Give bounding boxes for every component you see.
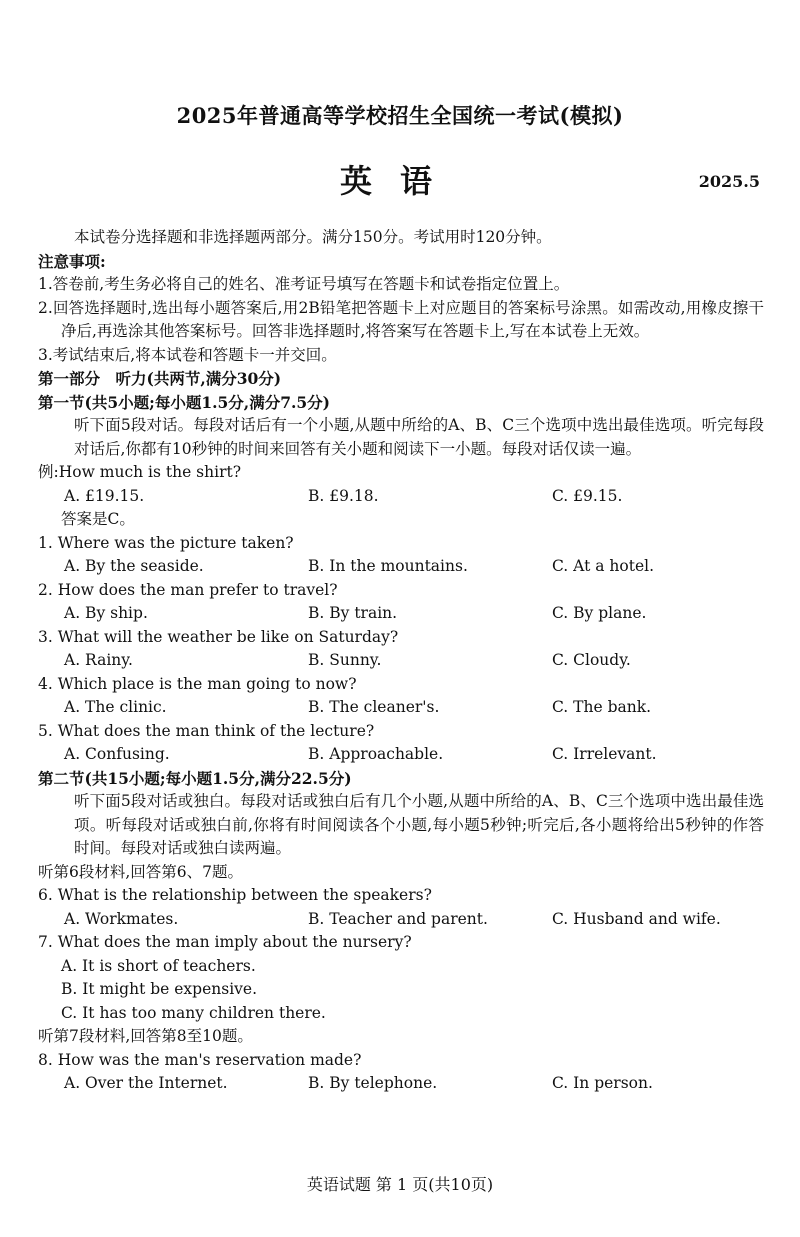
material-7-label: 听第7段材料,回答第8至10题。 <box>38 1027 253 1045</box>
question-4-options <box>38 696 764 720</box>
option-a: A. Over the Internet. <box>64 1074 228 1092</box>
question-8-options <box>38 1072 764 1096</box>
exam-date: 2025.5 <box>698 172 760 191</box>
question-2-options <box>38 602 764 626</box>
page-footer: 英语试题 第 1 页(共10页) <box>306 1175 494 1194</box>
notice-item: 1.答卷前,考生务必将自己的姓名、准考证号填写在答题卡和试卷指定位置上。 <box>38 275 570 293</box>
question-6-options <box>38 908 764 932</box>
option-b: B. In the mountains. <box>308 557 468 575</box>
option-b: B. The cleaner's. <box>308 698 440 716</box>
option-c: C. Irrelevant. <box>552 745 657 763</box>
section1-instructions: 听下面5段对话。每段对话后有一个小题,从题中所给的A、B、C三个选项中选出最佳选项。听完每段对话后,你都有10秒钟的时间来回答有关小题和阅读下一小题。每段对话仅读一遍。 <box>74 416 764 458</box>
exam-content <box>38 226 764 1096</box>
notice-heading: 注意事项: <box>38 251 106 271</box>
option-c: C. It has too many children there. <box>61 1003 326 1022</box>
option-b: B. Sunny. <box>308 651 382 669</box>
section2-instructions: 听下面5段对话或独白。每段对话或独白后有几个小题,从题中所给的A、B、C三个选项中选出最佳选项。听每段对话或独白前,你将有时间阅读各个小题,每小题5秒钟;听完后,各小题将给出5秒钟的作答时间。每段对话或独白读两遍。 <box>74 792 764 857</box>
question-7: 7. What does the man imply about the nursery? <box>38 933 412 951</box>
option-c: C. By plane. <box>552 604 647 622</box>
question-3-options <box>38 649 764 673</box>
option-b: B. By train. <box>308 604 398 622</box>
question-2: 2. How does the man prefer to travel? <box>38 580 338 599</box>
option-b: B. £9.18. <box>308 486 379 505</box>
question-5-options <box>38 743 764 767</box>
option-c: C. Husband and wife. <box>552 909 721 928</box>
example-options <box>38 485 764 509</box>
option-c: C. In person. <box>552 1074 653 1092</box>
option-a: A. Rainy. <box>64 651 133 669</box>
part1-heading: 第一部分 听力(共两节,满分30分) <box>38 369 282 388</box>
question-1: 1. Where was the picture taken? <box>38 533 294 552</box>
option-b: B. It might be expensive. <box>61 980 258 998</box>
notice-item: 2.回答选择题时,选出每小题答案后,用2B铅笔把答题卡上对应题目的答案标号涂黑。如需改动,用橡皮擦干净后,再选涂其他答案标号。回答非选择题时,将答案写在答题卡上,写在本试卷上无效。 <box>38 298 764 340</box>
option-b: B. By telephone. <box>308 1074 438 1092</box>
option-a: A. By ship. <box>64 604 148 622</box>
example-answer: 答案是C。 <box>61 510 135 528</box>
question-8: 8. How was the man's reservation made? <box>38 1050 362 1069</box>
question-5: 5. What does the man think of the lecture? <box>38 721 375 740</box>
question-1-options <box>38 555 764 579</box>
option-c: C. Cloudy. <box>552 651 631 669</box>
option-c: C. £9.15. <box>552 486 623 505</box>
subject-title: 英语 <box>339 162 460 200</box>
question-6: 6. What is the relationship between the speakers? <box>38 886 432 904</box>
question-3: 3. What will the weather be like on Saturday? <box>38 627 399 646</box>
intro-text: 本试卷分选择题和非选择题两部分。满分150分。考试用时120分钟。 <box>74 228 552 246</box>
option-a: A. Confusing. <box>64 745 170 763</box>
option-a: A. The clinic. <box>64 698 167 716</box>
example-question: 例:How much is the shirt? <box>38 463 242 481</box>
option-c: C. The bank. <box>552 698 652 716</box>
exam-title: 2025年普通高等学校招生全国统一考试(模拟) <box>176 103 624 128</box>
option-a: A. By the seaside. <box>64 557 204 575</box>
section2-heading: 第二节(共15小题;每小题1.5分,满分22.5分) <box>38 768 352 788</box>
option-a: A. It is short of teachers. <box>61 956 256 975</box>
section1-heading: 第一节(共5小题;每小题1.5分,满分7.5分) <box>38 392 331 412</box>
option-a: A. £19.15. <box>64 486 145 505</box>
option-c: C. At a hotel. <box>552 557 655 575</box>
material-6-label: 听第6段材料,回答第6、7题。 <box>38 862 244 881</box>
option-a: A. Workmates. <box>64 909 179 928</box>
option-b: B. Teacher and parent. <box>308 909 488 928</box>
option-b: B. Approachable. <box>308 745 444 763</box>
notice-item: 3.考试结束后,将本试卷和答题卡一并交回。 <box>38 345 337 364</box>
question-4: 4. Which place is the man going to now? <box>38 674 357 693</box>
